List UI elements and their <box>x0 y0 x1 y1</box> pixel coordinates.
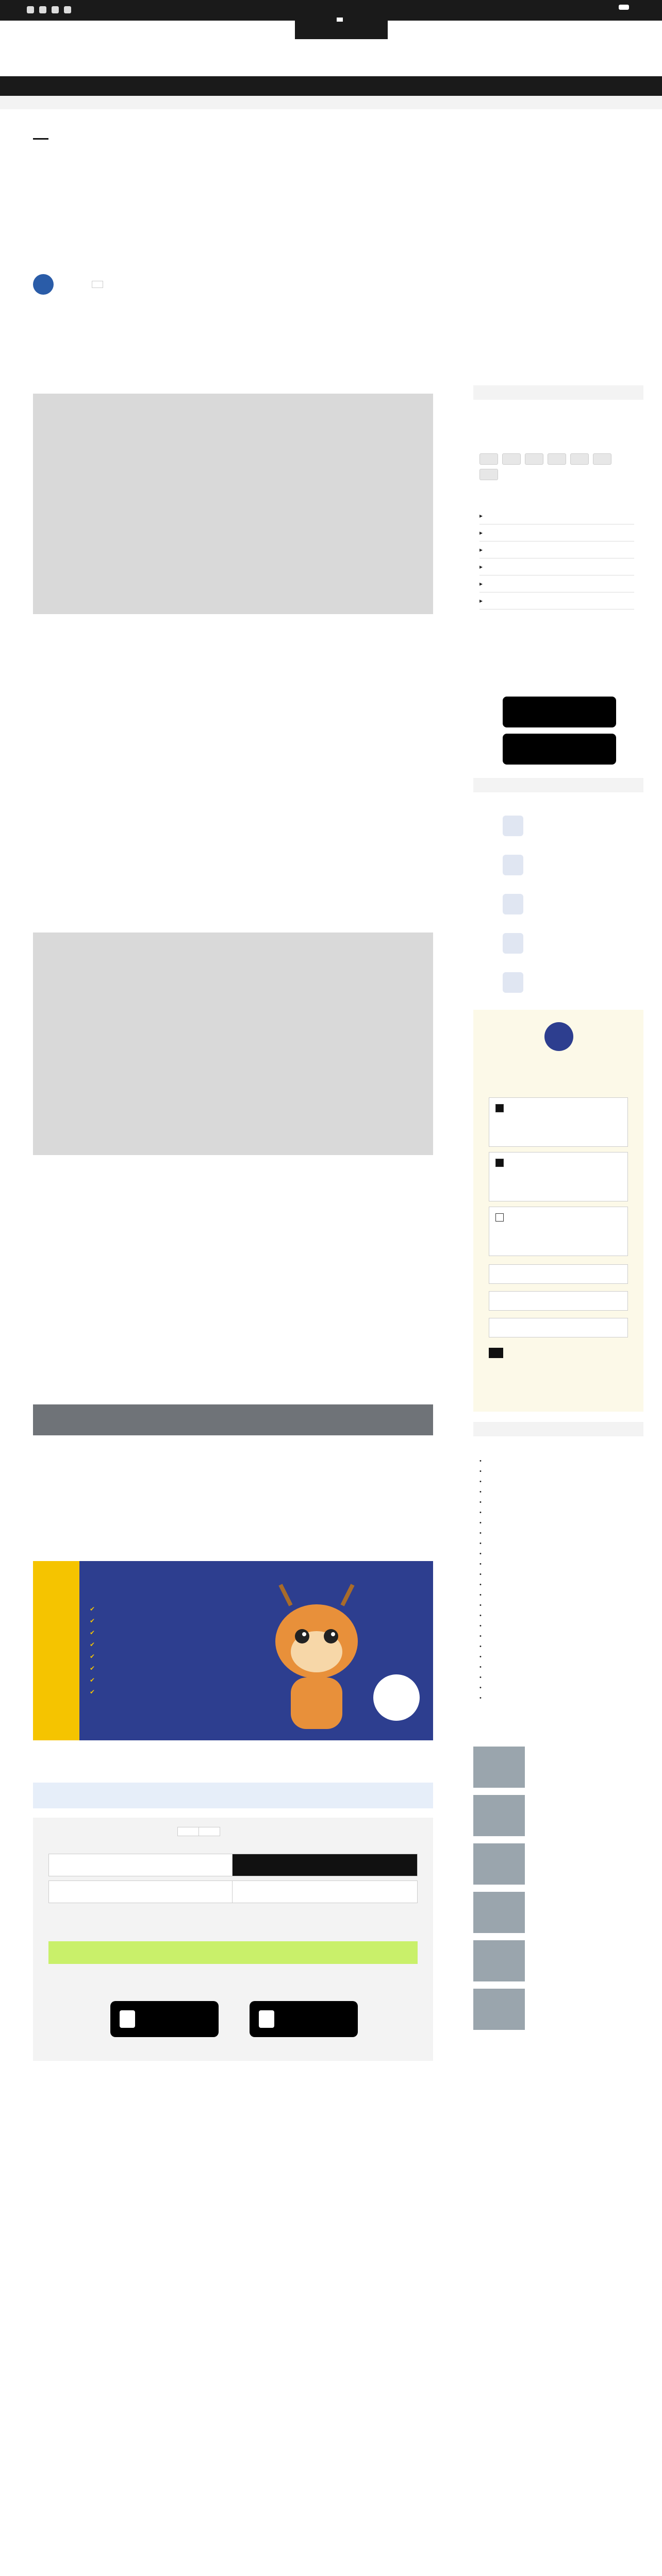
ipi-icon <box>503 933 523 954</box>
about-link[interactable] <box>479 1631 634 1641</box>
about-link[interactable] <box>479 1580 634 1590</box>
trust-note-link[interactable] <box>92 281 103 288</box>
newsletter-logo <box>544 1022 573 1051</box>
benefit-item <box>90 1627 95 1639</box>
story-thumbnail <box>473 1892 525 1933</box>
about-link[interactable] <box>479 1683 634 1693</box>
frequency-tabs <box>177 1827 220 1836</box>
sidebar-google-play[interactable] <box>503 697 616 727</box>
last-name-input[interactable] <box>489 1291 628 1311</box>
story-thumbnail <box>473 1989 525 2030</box>
member-org[interactable] <box>503 853 637 877</box>
about-link[interactable] <box>479 1507 634 1518</box>
about-link[interactable] <box>479 1621 634 1631</box>
donation-box <box>33 1818 433 2061</box>
about-link[interactable] <box>479 1528 634 1538</box>
about-link[interactable] <box>479 1456 634 1466</box>
benefits-list <box>90 1603 95 1698</box>
donate-method[interactable] <box>479 507 634 524</box>
jti-icon <box>503 855 523 875</box>
about-link[interactable] <box>479 1590 634 1600</box>
email-input[interactable] <box>489 1318 628 1337</box>
sidebar-donate-heading <box>473 385 643 400</box>
mastercard-icon <box>479 453 498 465</box>
about-link[interactable] <box>479 1477 634 1487</box>
about-link[interactable] <box>479 1487 634 1497</box>
donate-method[interactable] <box>479 541 634 558</box>
social-icons <box>27 6 71 13</box>
jcb-icon <box>548 453 566 465</box>
member-benefits-banner[interactable] <box>33 1561 433 1740</box>
byline <box>33 274 103 295</box>
latest-story[interactable] <box>473 1989 643 2033</box>
member-org[interactable] <box>503 892 637 916</box>
about-link[interactable] <box>479 1497 634 1507</box>
about-link[interactable] <box>479 1559 634 1569</box>
about-link[interactable] <box>479 1641 634 1652</box>
app-buttons <box>110 2001 358 2037</box>
donate-method[interactable] <box>479 524 634 541</box>
story-thumbnail <box>473 1747 525 1788</box>
visa-icon <box>502 453 521 465</box>
x-icon[interactable] <box>39 6 46 13</box>
instagram-icon[interactable] <box>52 6 59 13</box>
gpay-icon <box>479 469 498 480</box>
sidebar-app-store[interactable] <box>503 734 616 765</box>
hrpa-icon <box>503 972 523 993</box>
ten-years-badge <box>373 1674 420 1721</box>
story-thumbnail <box>473 1940 525 1981</box>
about-heading <box>473 1422 643 1436</box>
about-link[interactable] <box>479 1466 634 1477</box>
amount-option[interactable] <box>48 1880 234 1903</box>
name-input[interactable] <box>489 1264 628 1284</box>
tab-one-time[interactable] <box>178 1827 198 1836</box>
safeguard-banner <box>33 1783 433 1808</box>
support-hkfp-button[interactable] <box>619 5 629 10</box>
apps-heading <box>473 666 643 680</box>
about-link[interactable] <box>479 1518 634 1528</box>
author-avatar[interactable] <box>33 274 54 295</box>
tab-monthly[interactable] <box>198 1827 220 1836</box>
facebook-icon[interactable] <box>27 6 34 13</box>
sign-up-button[interactable] <box>489 1348 503 1358</box>
benefit-item <box>90 1639 95 1651</box>
sub-nav <box>0 96 662 109</box>
google-play-button[interactable] <box>110 2001 219 2037</box>
story-thumbnail <box>473 1843 525 1885</box>
about-link[interactable] <box>479 1662 634 1672</box>
article-photo <box>33 1404 433 1435</box>
latest-story[interactable] <box>473 1843 643 1888</box>
benefits-side-label <box>33 1561 79 1740</box>
benefit-item <box>90 1615 95 1627</box>
donate-methods-list <box>479 507 634 609</box>
join-donate-button[interactable] <box>48 1941 418 1964</box>
app-store-button[interactable] <box>250 2001 358 2037</box>
benefit-item <box>90 1686 95 1698</box>
deer-mascot-icon <box>260 1580 373 1734</box>
unionpay-icon <box>570 453 589 465</box>
youtube-icon[interactable] <box>64 6 71 13</box>
main-nav <box>0 76 662 96</box>
latest-heading <box>473 1716 643 1730</box>
newsletter-option[interactable] <box>489 1152 628 1201</box>
member-heading <box>473 778 643 792</box>
partner-logos <box>48 1972 418 1993</box>
donate-method[interactable] <box>479 592 634 609</box>
story-thumbnail <box>473 1795 525 1836</box>
benefit-item <box>90 1603 95 1615</box>
about-list <box>479 1456 634 1703</box>
donate-method[interactable] <box>479 575 634 592</box>
sopa-icon <box>503 894 523 914</box>
amount-option[interactable] <box>48 1854 234 1876</box>
logo-mark <box>337 18 343 22</box>
benefit-item <box>90 1663 95 1674</box>
donate-method[interactable] <box>479 558 634 575</box>
newsletter-option[interactable] <box>489 1097 628 1147</box>
member-org[interactable] <box>503 931 637 955</box>
latest-story[interactable] <box>473 1940 643 1985</box>
newsletter-option[interactable] <box>489 1207 628 1256</box>
about-link[interactable] <box>479 1569 634 1580</box>
benefit-item <box>90 1674 95 1686</box>
about-link[interactable] <box>479 1693 634 1703</box>
benefit-item <box>90 1651 95 1663</box>
about-link[interactable] <box>479 1549 634 1559</box>
member-org[interactable] <box>503 971 637 994</box>
paypal-icon <box>593 453 611 465</box>
newsletter-signup <box>473 1010 643 1412</box>
article-photo <box>33 933 433 1155</box>
about-link[interactable] <box>479 1672 634 1683</box>
trust-project-icon <box>503 816 523 836</box>
hkfp-logo[interactable] <box>295 0 388 39</box>
about-link[interactable] <box>479 1652 634 1662</box>
amount-option-selected[interactable] <box>232 1854 418 1876</box>
amount-option[interactable] <box>232 1880 418 1903</box>
member-org[interactable] <box>503 814 637 838</box>
about-link[interactable] <box>479 1600 634 1611</box>
payment-cards <box>479 453 629 480</box>
about-link[interactable] <box>479 1538 634 1549</box>
about-link[interactable] <box>479 1611 634 1621</box>
latest-story[interactable] <box>473 1747 643 1791</box>
category-kicker[interactable] <box>33 138 48 143</box>
latest-story[interactable] <box>473 1795 643 1839</box>
article-photo <box>33 394 433 614</box>
latest-story[interactable] <box>473 1892 643 1936</box>
amex-icon <box>525 453 543 465</box>
